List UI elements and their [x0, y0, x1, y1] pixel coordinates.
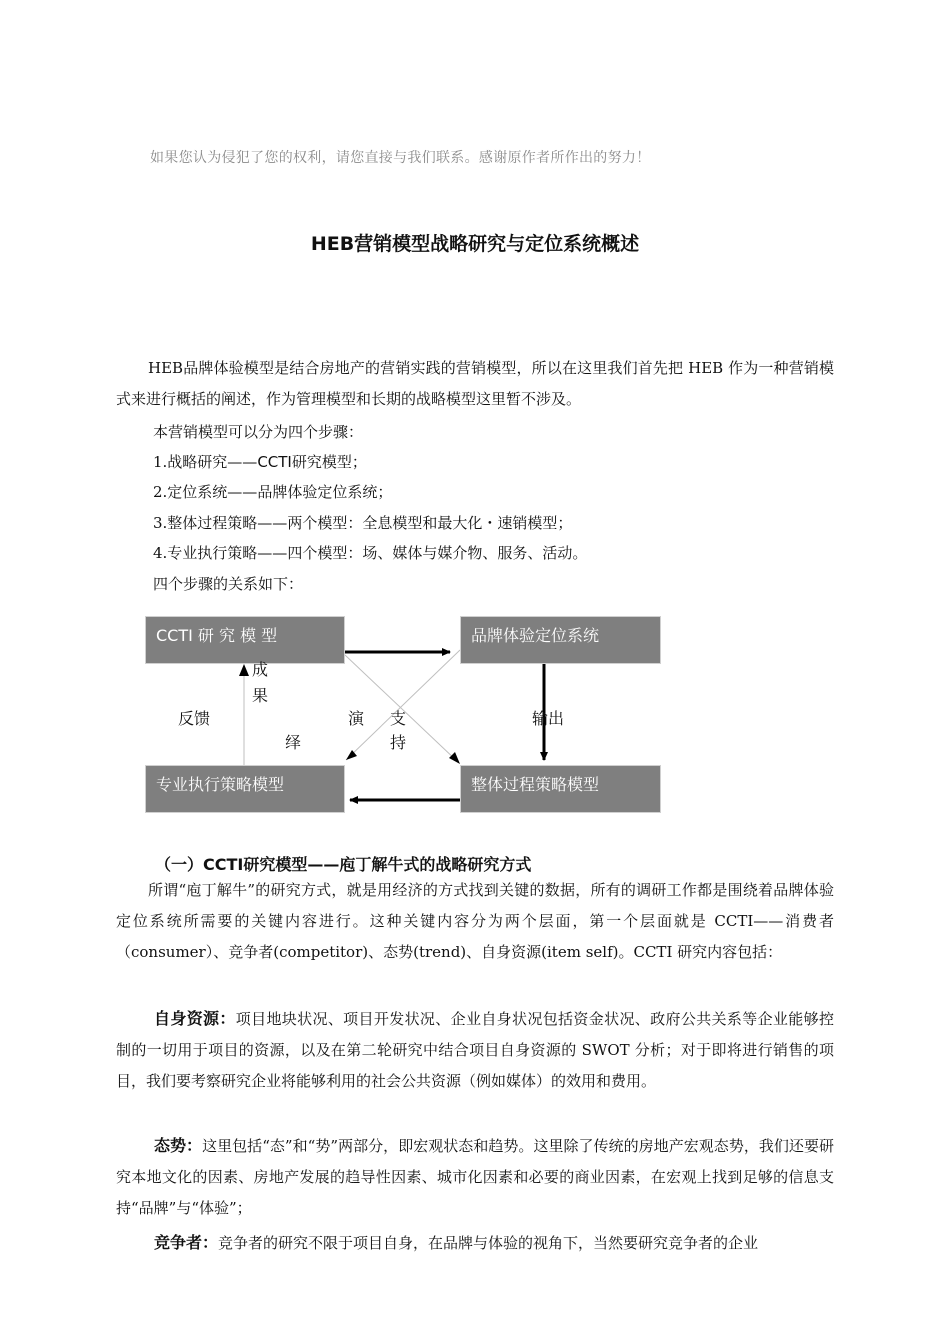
step-3-rest: 两个模型：全息模型和最大化・速销模型；	[287, 514, 573, 532]
step-2-rest: 品牌体验定位系统；	[257, 483, 393, 501]
step-4-prefix: 4.专业执行策略——	[153, 544, 288, 562]
intro-paragraph: HEB品牌体验模型是结合房地产的营销实践的营销模型，所以在这里我们首先把 HEB 作为一种营销模式来进行概括的阐述，作为管理模型和长期的战略模型这里暂不涉及。	[116, 359, 834, 408]
box-ccti-model: CCTI 研 究 模 型	[145, 616, 345, 664]
step-3-prefix: 3.整体过程策略——	[153, 514, 288, 532]
section-1-paragraph: 所谓“庖丁解牛”的研究方式，就是用经济的方式找到关键的数据，所有的调研工作都是围绕着品牌体验定位系统所需要的关键内容进行。这种关键内容分为两个层面，第一个层面就是 CCTI——消费者（consumer）、竞争者(competitor)、态势(trend)、自身资源(item self)。CCTI 研究内容包括：	[116, 881, 834, 961]
item-competitor	[116, 1227, 834, 1259]
step-4-rest: 四个模型：场、媒体与媒介物、服务、活动。	[287, 544, 588, 562]
label-result: 成果	[252, 660, 269, 705]
item-competitor-text: 竞争者的研究不限于项目自身，在品牌与体验的视角下，当然要研究竞争者的企业	[218, 1234, 759, 1252]
label-output: 输出	[532, 709, 565, 728]
label-support-1: 支	[390, 709, 407, 728]
item-trend	[116, 1130, 834, 1224]
item-self-resources-term: 自身资源：	[154, 1009, 236, 1028]
step-1-rest: CCTI研究模型；	[257, 453, 367, 471]
item-self-resources-text: 项目地块状况、项目开发状况、企业自身状况包括资金状况、政府公共关系等企业能够控制的一切用于项目的资源，以及在第二轮研究中结合项目自身资源的 SWOT 分析；对于即将进行销售的项目，我们要考察研究企业将能够利用的社会公共资源（例如媒体）的效用和费用。	[116, 1010, 834, 1090]
item-self-resources	[116, 1003, 834, 1097]
item-trend-term: 态势：	[154, 1136, 203, 1155]
item-competitor-term: 竞争者：	[154, 1233, 219, 1252]
label-support-2: 持	[390, 733, 407, 752]
label-feedback: 反馈	[178, 709, 211, 728]
item-trend-text: 这里包括“态”和“势”两部分，即宏观状态和趋势。这里除了传统的房地产宏观态势，我们还要研究本地文化的因素、房地产发展的趋导性因素、城市化因素和必要的商业因素，在宏观上找到足够的信息支持“品牌”与“体验”；	[116, 1137, 834, 1217]
document-title: HEB营销模型战略研究与定位系统概述	[310, 233, 640, 255]
steps-intro: 本营销模型可以分为四个步骤：	[153, 423, 364, 441]
relation-intro: 四个步骤的关系如下：	[153, 575, 304, 593]
box-exec-strategy: 专业执行策略模型	[145, 765, 345, 813]
step-1-prefix: 1.战略研究——	[153, 453, 258, 471]
copyright-notice: 如果您认为侵犯了您的权利，请您直接与我们联系。感谢原作者所作出的努力！	[150, 150, 651, 166]
box-process-strategy: 整体过程策略模型	[460, 765, 661, 813]
section-1-heading: （一）CCTI研究模型——庖丁解牛式的战略研究方式	[155, 855, 532, 874]
label-deduce-2: 绎	[285, 733, 302, 752]
step-2-prefix: 2.定位系统——	[153, 483, 258, 501]
box-brand-positioning: 品牌体验定位系统	[460, 616, 661, 664]
label-deduce-1: 演	[348, 709, 365, 728]
